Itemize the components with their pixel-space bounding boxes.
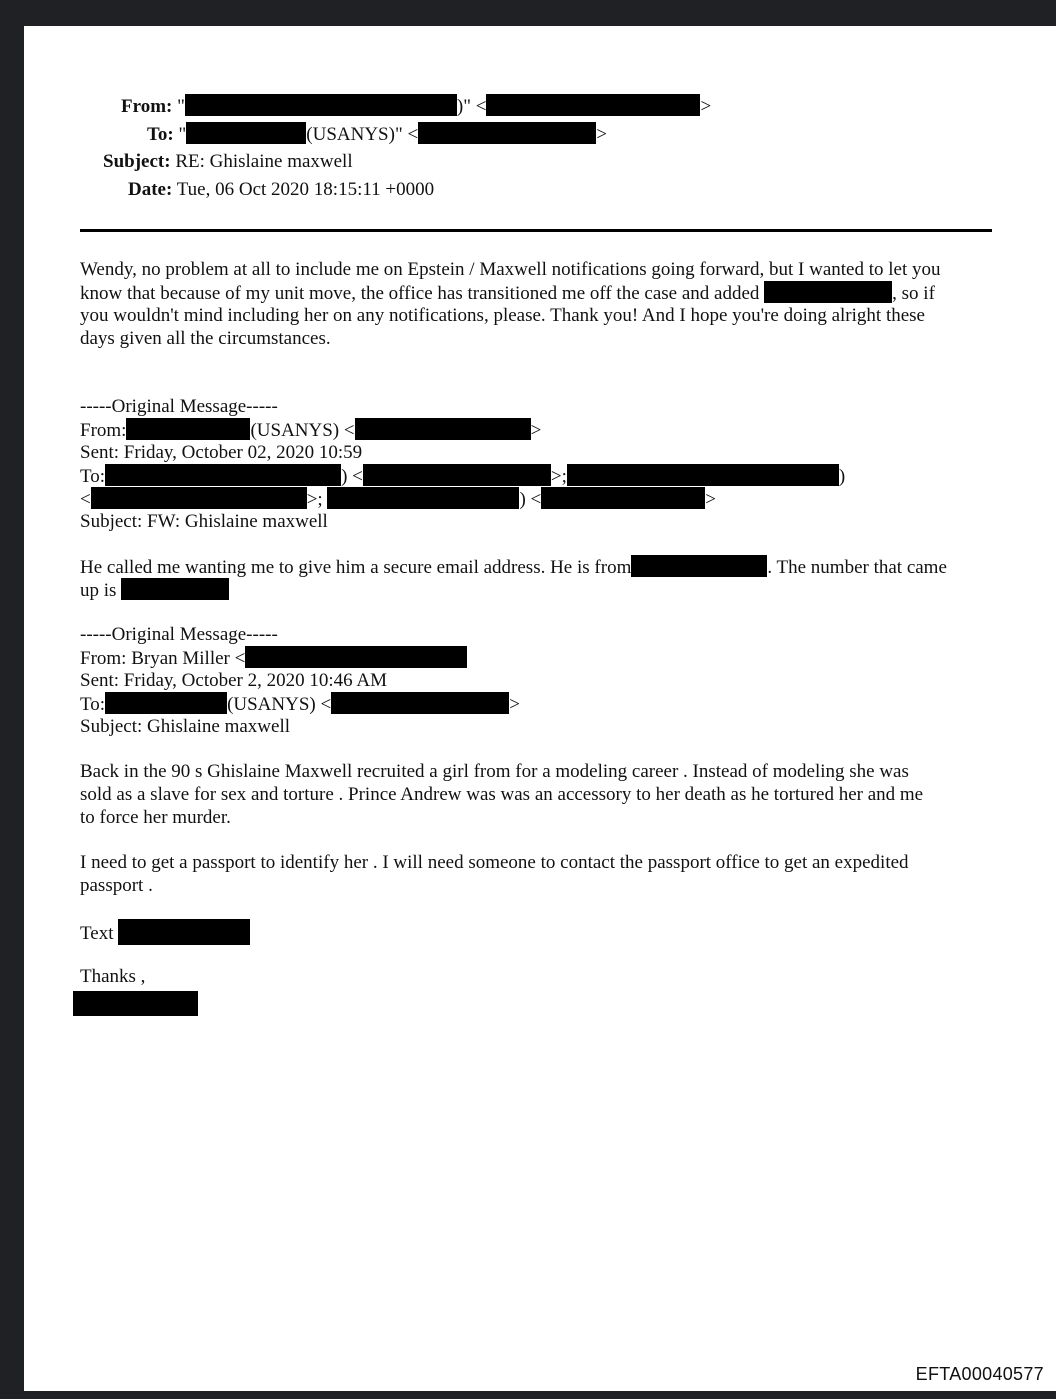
orig1-to2-start: < <box>80 489 91 510</box>
to-end: > <box>596 124 607 145</box>
redaction-block <box>764 281 892 303</box>
reply-line-3: you wouldn't mind including her on any notifications, please. Thank you! And I hope you're doing alright these <box>80 305 925 326</box>
redaction-block <box>185 94 457 116</box>
from-quote: " <box>177 96 185 117</box>
reply-line-2 <box>80 281 935 305</box>
orig2-text-line <box>80 919 250 945</box>
orig1-to-label: To: <box>80 466 106 487</box>
orig2-body-line-2: sold as a slave for sex and torture . Prince Andrew was was an accessory to her death as he tortured her and me <box>80 784 924 805</box>
orig1-to2-mid1: >; <box>306 489 323 510</box>
orig1-to-mid2: >; <box>550 466 567 487</box>
orig2-to-line <box>80 692 520 716</box>
redaction-block <box>355 418 531 440</box>
orig2-body-line-5: passport . <box>80 875 153 896</box>
subject-value: RE: Ghislaine maxwell <box>175 151 353 172</box>
orig2-thanks: Thanks , <box>80 966 146 987</box>
header-divider <box>80 229 992 232</box>
orig1-to2-mid2: ) < <box>519 489 542 510</box>
orig2-to-end: > <box>509 694 520 715</box>
signature-redaction <box>73 991 198 1016</box>
date-value: Tue, 06 Oct 2020 18:15:11 +0000 <box>176 179 435 200</box>
orig1-to2-end: > <box>705 489 716 510</box>
orig2-body-line-1: Back in the 90 s Ghislaine Maxwell recruited a girl from for a modeling career . Instead of modeling she was <box>80 761 909 782</box>
orig1-to-line <box>80 464 845 488</box>
reply-line-1: Wendy, no problem at all to include me on Epstein / Maxwell notifications going forward, but I wanted to let you <box>80 259 941 280</box>
orig2-from-text: From: Bryan Miller < <box>80 648 246 669</box>
redaction-block <box>126 418 250 440</box>
redaction-block <box>121 578 229 600</box>
orig1-body-text-end: . The number that came <box>767 557 947 578</box>
orig2-from-line <box>80 646 467 670</box>
orig1-to-end: ) <box>838 466 846 487</box>
redaction-block <box>105 692 227 714</box>
redaction-block <box>541 487 705 509</box>
from-end: > <box>700 96 712 117</box>
to-label: To: <box>147 124 174 145</box>
document-id-stamp: EFTA00040577 <box>915 1364 1044 1384</box>
from-sep: )" < <box>456 96 487 117</box>
redaction-block <box>91 487 307 509</box>
orig1-from-end: > <box>530 420 542 441</box>
orig1-to-line-2 <box>80 487 716 511</box>
orig1-body-line-2-text: up is <box>80 580 117 601</box>
orig1-to-mid1: ) < <box>341 466 363 487</box>
redaction-block <box>363 464 551 486</box>
document-page <box>24 26 1056 1391</box>
header-subject-line <box>103 150 353 173</box>
date-label: Date: <box>128 179 173 200</box>
reply-line-2-text: know that because of my unit move, the office has transitioned me off the case and added <box>80 283 760 304</box>
redaction-block <box>186 122 306 144</box>
header-from-line <box>121 94 711 118</box>
to-sep: (USANYS)" < <box>306 124 419 145</box>
orig1-from-label: From: <box>80 420 127 441</box>
orig1-body-line-2 <box>80 578 229 602</box>
orig1-from-line <box>80 418 541 442</box>
redaction-block <box>486 94 700 116</box>
orig1-from-mid: (USANYS) < <box>250 420 355 441</box>
orig2-to-mid: (USANYS) < <box>227 694 332 715</box>
to-quote: " <box>178 124 187 145</box>
orig1-body-text: He called me wanting me to give him a secure email address. He is from <box>80 557 632 578</box>
reply-line-4: days given all the circumstances. <box>80 328 331 349</box>
orig2-body-line-3: to force her murder. <box>80 807 231 828</box>
header-date-line <box>128 178 434 201</box>
from-label: From: <box>121 96 173 117</box>
orig1-subject-line: Subject: FW: Ghislaine maxwell <box>80 511 328 532</box>
original-message-marker-2: -----Original Message----- <box>80 624 278 645</box>
subject-label: Subject: <box>103 151 171 172</box>
orig2-subject-line: Subject: Ghislaine maxwell <box>80 716 291 737</box>
redaction-block <box>105 464 341 486</box>
orig2-sent-line: Sent: Friday, October 2, 2020 10:46 AM <box>80 670 387 691</box>
text-label: Text <box>80 923 114 944</box>
redaction-block <box>418 122 596 144</box>
redaction-block <box>245 646 467 668</box>
redaction-block <box>567 464 839 486</box>
reply-line-2-end: , so if <box>892 283 935 304</box>
original-message-marker: -----Original Message----- <box>80 396 278 417</box>
orig2-body-line-4: I need to get a passport to identify her . I will need someone to contact the passport office to get an expedited <box>80 852 909 873</box>
orig2-to-label: To: <box>80 694 106 715</box>
header-to-line <box>147 122 607 146</box>
redaction-block <box>118 919 250 945</box>
orig1-sent-line: Sent: Friday, October 02, 2020 10:59 <box>80 442 363 463</box>
redaction-block <box>331 692 509 714</box>
redaction-block <box>327 487 519 509</box>
redaction-block <box>631 555 767 577</box>
orig1-body-line-1 <box>80 555 947 579</box>
